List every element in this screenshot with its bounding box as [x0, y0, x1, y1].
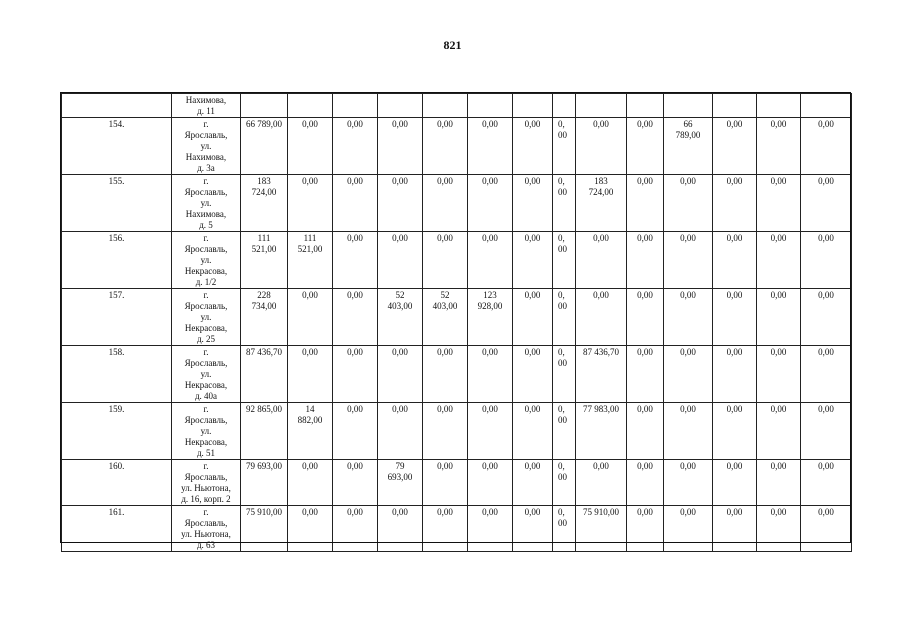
value-cell: 0,00: [333, 232, 378, 289]
value-cell: 0,00: [423, 232, 468, 289]
value-cell: 0,00: [423, 118, 468, 175]
value-cell: 0,00: [468, 403, 513, 460]
value-cell: 0,00: [378, 175, 423, 232]
value-cell: 0,00: [801, 232, 852, 289]
value-cell: [553, 94, 576, 118]
row-number-cell: 160.: [62, 460, 172, 506]
row-number-cell: 159.: [62, 403, 172, 460]
value-cell: 0,00: [801, 460, 852, 506]
row-number-cell: 158.: [62, 346, 172, 403]
value-cell: 0,00: [664, 506, 713, 552]
value-cell: 0,00: [333, 506, 378, 552]
value-cell: 0, 00: [553, 346, 576, 403]
value-cell: 0,00: [513, 232, 553, 289]
table-row: [62, 94, 852, 118]
value-cell: 75 910,00: [576, 506, 627, 552]
value-cell: 0,00: [513, 289, 553, 346]
value-cell: 0,00: [423, 403, 468, 460]
value-cell: [513, 94, 553, 118]
value-cell: 0,00: [713, 346, 757, 403]
value-cell: 0, 00: [553, 118, 576, 175]
value-cell: 228 734,00: [241, 289, 288, 346]
value-cell: 0,00: [423, 346, 468, 403]
value-cell: 77 983,00: [576, 403, 627, 460]
value-cell: 0,00: [713, 232, 757, 289]
value-cell: 0,00: [576, 460, 627, 506]
value-cell: 0,00: [627, 403, 664, 460]
value-cell: 0,00: [378, 232, 423, 289]
value-cell: 79 693,00: [241, 460, 288, 506]
value-cell: 0,00: [288, 346, 333, 403]
value-cell: 0,00: [801, 118, 852, 175]
value-cell: 183 724,00: [576, 175, 627, 232]
value-cell: [423, 94, 468, 118]
value-cell: 0,00: [288, 118, 333, 175]
value-cell: 87 436,70: [241, 346, 288, 403]
value-cell: 0,00: [423, 506, 468, 552]
value-cell: 0,00: [801, 346, 852, 403]
value-cell: 52 403,00: [378, 289, 423, 346]
value-cell: [468, 94, 513, 118]
value-cell: 0,00: [664, 232, 713, 289]
value-cell: 0,00: [627, 506, 664, 552]
row-number-cell: 154.: [62, 118, 172, 175]
value-cell: 79 693,00: [378, 460, 423, 506]
table-row: [62, 346, 852, 403]
value-cell: [333, 94, 378, 118]
value-cell: 0,00: [378, 506, 423, 552]
table-row: [62, 175, 852, 232]
value-cell: [801, 94, 852, 118]
value-cell: 0, 00: [553, 460, 576, 506]
value-cell: 0,00: [513, 403, 553, 460]
value-cell: 0,00: [423, 460, 468, 506]
table-row: [62, 506, 852, 552]
value-cell: 0,00: [333, 460, 378, 506]
row-number-cell: 157.: [62, 289, 172, 346]
value-cell: 0,00: [288, 460, 333, 506]
value-cell: 0, 00: [553, 232, 576, 289]
value-cell: 0,00: [757, 460, 801, 506]
row-number-cell: [62, 94, 172, 118]
value-cell: 0,00: [576, 118, 627, 175]
value-cell: 92 865,00: [241, 403, 288, 460]
value-cell: 0,00: [423, 175, 468, 232]
row-number-cell: 161.: [62, 506, 172, 552]
value-cell: 111 521,00: [241, 232, 288, 289]
value-cell: 0,00: [664, 175, 713, 232]
value-cell: 0,00: [378, 118, 423, 175]
value-cell: [378, 94, 423, 118]
value-cell: 0,00: [713, 175, 757, 232]
value-cell: 0,00: [468, 506, 513, 552]
value-cell: 66 789,00: [241, 118, 288, 175]
value-cell: 0,00: [333, 289, 378, 346]
value-cell: 14 882,00: [288, 403, 333, 460]
value-cell: [241, 94, 288, 118]
value-cell: 75 910,00: [241, 506, 288, 552]
value-cell: 0,00: [801, 175, 852, 232]
value-cell: 0,00: [333, 346, 378, 403]
value-cell: 123 928,00: [468, 289, 513, 346]
value-cell: 0,00: [713, 460, 757, 506]
value-cell: 0, 00: [553, 506, 576, 552]
value-cell: 0,00: [757, 118, 801, 175]
address-cell: г. Ярославль, ул. Нахимова, д. 3а: [172, 118, 241, 175]
value-cell: 0,00: [468, 232, 513, 289]
value-cell: 0,00: [713, 289, 757, 346]
table-row: [62, 460, 852, 506]
row-number-cell: 155.: [62, 175, 172, 232]
value-cell: 52 403,00: [423, 289, 468, 346]
value-cell: 0,00: [513, 506, 553, 552]
value-cell: 0,00: [468, 460, 513, 506]
value-cell: 0,00: [713, 118, 757, 175]
address-cell: г. Ярославль, ул. Нахимова, д. 5: [172, 175, 241, 232]
value-cell: 0,00: [757, 232, 801, 289]
table-row: [62, 118, 852, 175]
value-cell: 0,00: [288, 506, 333, 552]
address-cell: г. Ярославль, ул. Некрасова, д. 1/2: [172, 232, 241, 289]
value-cell: 0,00: [713, 403, 757, 460]
value-cell: 0,00: [664, 460, 713, 506]
value-cell: 111 521,00: [288, 232, 333, 289]
address-cell: Нахимова, д. 11: [172, 94, 241, 118]
value-cell: 0,00: [576, 289, 627, 346]
address-cell: г. Ярославль, ул. Некрасова, д. 40а: [172, 346, 241, 403]
value-cell: 0,00: [757, 289, 801, 346]
value-cell: 0,00: [627, 232, 664, 289]
page-number: 821: [443, 38, 462, 52]
value-cell: 0,00: [713, 506, 757, 552]
value-cell: 0,00: [627, 175, 664, 232]
value-cell: 0,00: [513, 346, 553, 403]
value-cell: 0,00: [378, 403, 423, 460]
value-cell: 0,00: [627, 118, 664, 175]
value-cell: [713, 94, 757, 118]
value-cell: 0,00: [288, 289, 333, 346]
value-cell: [627, 94, 664, 118]
value-cell: 0, 00: [553, 175, 576, 232]
value-cell: 183 724,00: [241, 175, 288, 232]
table-row: [62, 403, 852, 460]
value-cell: 0,00: [664, 346, 713, 403]
value-cell: 0,00: [627, 289, 664, 346]
row-number-cell: 156.: [62, 232, 172, 289]
value-cell: 0,00: [664, 289, 713, 346]
value-cell: 87 436,70: [576, 346, 627, 403]
value-cell: 0,00: [801, 506, 852, 552]
value-cell: 0,00: [378, 346, 423, 403]
value-cell: 66 789,00: [664, 118, 713, 175]
value-cell: [576, 94, 627, 118]
value-cell: 0,00: [757, 346, 801, 403]
value-cell: [664, 94, 713, 118]
value-cell: 0,00: [288, 175, 333, 232]
table-row: [62, 289, 852, 346]
value-cell: 0,00: [627, 460, 664, 506]
value-cell: 0,00: [664, 403, 713, 460]
value-cell: 0, 00: [553, 403, 576, 460]
value-cell: 0,00: [333, 403, 378, 460]
table-row: [62, 232, 852, 289]
value-cell: 0,00: [576, 232, 627, 289]
value-cell: [757, 94, 801, 118]
value-cell: 0,00: [801, 289, 852, 346]
value-cell: 0,00: [757, 506, 801, 552]
value-cell: 0,00: [513, 118, 553, 175]
value-cell: 0,00: [333, 175, 378, 232]
address-cell: г. Ярославль, ул. Ньютона, д. 16, корп. 2: [172, 460, 241, 506]
address-cell: г. Ярославль, ул. Ньютона, д. 63: [172, 506, 241, 552]
value-cell: 0,00: [627, 346, 664, 403]
value-cell: 0,00: [468, 118, 513, 175]
address-cell: г. Ярославль, ул. Некрасова, д. 51: [172, 403, 241, 460]
value-cell: 0,00: [513, 460, 553, 506]
value-cell: 0,00: [468, 175, 513, 232]
value-cell: 0,00: [757, 403, 801, 460]
value-cell: 0,00: [468, 346, 513, 403]
value-cell: [288, 94, 333, 118]
address-cell: г. Ярославль, ул. Некрасова, д. 25: [172, 289, 241, 346]
value-cell: 0,00: [513, 175, 553, 232]
value-cell: 0,00: [333, 118, 378, 175]
data-table: [61, 93, 852, 552]
value-cell: 0,00: [757, 175, 801, 232]
value-cell: 0, 00: [553, 289, 576, 346]
value-cell: 0,00: [801, 403, 852, 460]
